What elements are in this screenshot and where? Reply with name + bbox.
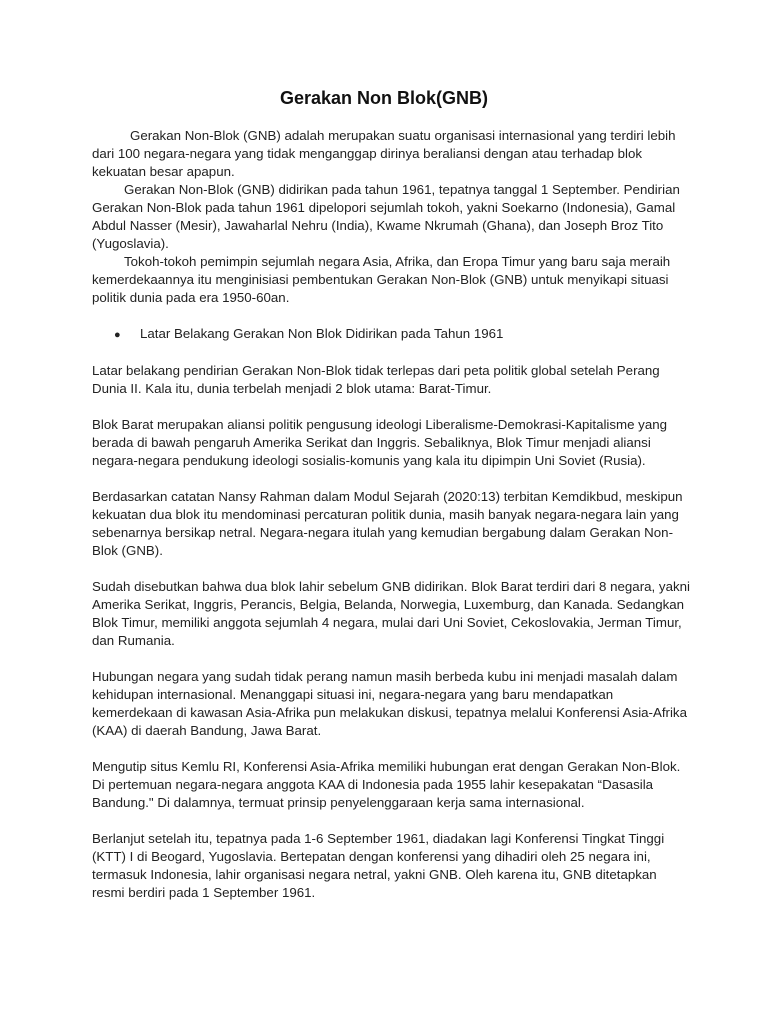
- paragraph-3: Berdasarkan catatan Nansy Rahman dalam Modul Sejarah (2020:13) terbitan Kemdikbud, meskipun kekuatan dua blok itu mendominasi percaturan politik dunia, masih banyak negara-negara lain yang sebenarnya bersikap netral. Negara-negara itulah yang kemudian bergabung dalam Gerakan Non-Blok (GNB).: [92, 489, 683, 558]
- spacer: [92, 650, 692, 668]
- intro-paragraph-1: Gerakan Non-Blok (GNB) adalah merupakan suatu organisasi internasional yang terdiri lebih dari 100 negara-negara yang tidak menganggap dirinya beraliansi dengan atau terhadap blok kekuatan besar apapun.: [92, 128, 676, 179]
- bullet-icon: ●: [114, 329, 121, 341]
- intro-paragraph-2: Gerakan Non-Blok (GNB) didirikan pada tahun 1961, tepatnya tanggal 1 September. Pendirian Gerakan Non-Blok pada tahun 1961 dipelopori sejumlah tokoh, yakni Soekarno (Indonesia), Gamal Abdul Nasser (Mesir), Jawaharlal Nehru (India), Kwame Nkrumah (Ghana), dan Joseph Broz Tito (Yugoslavia).: [92, 182, 680, 251]
- spacer: [92, 560, 692, 578]
- paragraph-1: Latar belakang pendirian Gerakan Non-Blok tidak terlepas dari peta politik global setelah Perang Dunia II. Kala itu, dunia terbelah menjadi 2 blok utama: Barat-Timur.: [92, 363, 660, 396]
- bullet-item: [92, 325, 692, 344]
- paragraph-5: Hubungan negara yang sudah tidak perang namun masih berbeda kubu ini menjadi masalah dalam kehidupan internasional. Menanggapi situasi ini, negara-negara yang baru mendapatkan kemerdekaan di kawasan Asia-Afrika pun melakukan diskusi, tepatnya melalui Konferensi Asia-Afrika (KAA) di daerah Bandung, Jawa Barat.: [92, 669, 687, 738]
- spacer: [92, 740, 692, 758]
- spacer: [92, 812, 692, 830]
- paragraph-4: Sudah disebutkan bahwa dua blok lahir sebelum GNB didirikan. Blok Barat terdiri dari 8 negara, yakni Amerika Serikat, Inggris, Perancis, Belgia, Belanda, Norwegia, Luxemburg, dan Kanada. Sedangkan Blok Timur, memiliki anggota sejumlah 4 negara, mulai dari Uni Soviet, Cekoslovakia, Jerman Timur, dan Rumania.: [92, 579, 690, 648]
- paragraph-7: Berlanjut setelah itu, tepatnya pada 1-6 September 1961, diadakan lagi Konferensi Tingkat Tinggi (KTT) I di Beogard, Yugoslavia. Bertepatan dengan konferensi yang dihadiri oleh 25 negara ini, termasuk Indonesia, lahir organisasi negara netral, yakni GNB. Oleh karena itu, GNB ditetapkan resmi berdiri pada 1 September 1961.: [92, 831, 665, 900]
- spacer: [92, 470, 692, 488]
- intro-paragraph-3: Tokoh-tokoh pemimpin sejumlah negara Asia, Afrika, dan Eropa Timur yang baru saja meraih kemerdekaannya itu menginisiasi pembentukan Gerakan Non-Blok (GNB) untuk menyikapi situasi politik dunia pada era 1950-60an.: [92, 254, 671, 305]
- spacer: [92, 307, 692, 325]
- paragraph-2: Blok Barat merupakan aliansi politik pengusung ideologi Liberalisme-Demokrasi-Kapitalisme yang berada di bawah pengaruh Amerika Serikat dan Inggris. Sebaliknya, Blok Timur menjadi aliansi negara-negara pendukung ideologi sosialis-komunis yang kala itu dipimpin Uni Soviet (Rusia).: [92, 417, 668, 468]
- spacer: [92, 398, 692, 416]
- bullet-text: Latar Belakang Gerakan Non Blok Didirikan pada Tahun 1961: [140, 326, 504, 341]
- document-body: [92, 127, 692, 902]
- spacer: [92, 344, 692, 362]
- paragraph-6: Mengutip situs Kemlu RI, Konferensi Asia-Afrika memiliki hubungan erat dengan Gerakan Non-Blok. Di pertemuan negara-negara anggota KAA di Indonesia pada 1955 lahir kesepakatan “Dasasila Bandung." Di dalamnya, termuat prinsip penyelenggaraan kerja sama internasional.: [92, 759, 681, 810]
- page-title: Gerakan Non Blok(GNB): [279, 88, 489, 108]
